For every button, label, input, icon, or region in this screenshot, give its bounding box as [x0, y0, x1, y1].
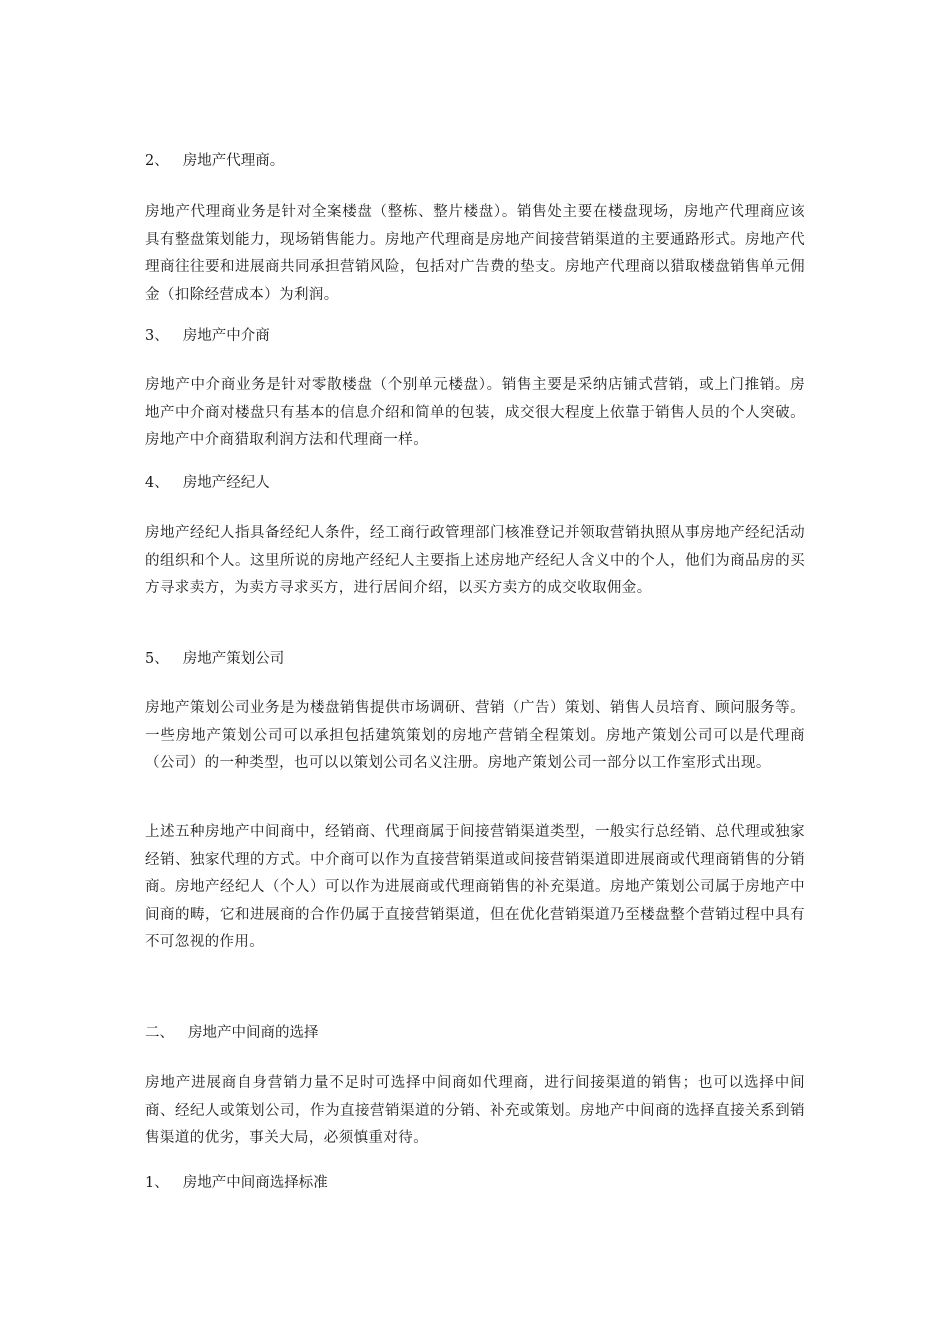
section-heading-5 [145, 648, 284, 670]
heading-title: 房地产中间商的选择 [188, 1025, 319, 1041]
heading-number: 2、 [145, 153, 169, 169]
heading-number: 5、 [145, 651, 169, 667]
section-heading-3 [145, 325, 270, 347]
heading-title: 房地产策划公司 [182, 651, 285, 667]
chapter-paragraph: 房地产进展商自身营销力量不足时可选择中间商如代理商，进行间接渠道的销售；也可以选择中间商、经纪人或策划公司，作为直接营销渠道的分销、补充或策划。房地产中间商的选择直接关系到销售渠道的优劣，事关大局，必须慎重对待。 [145, 1075, 805, 1146]
heading-number: 二、 [145, 1025, 174, 1041]
heading-title: 房地产中介商 [182, 328, 270, 344]
heading-number: 3、 [145, 328, 169, 344]
heading-number: 1、 [145, 1175, 169, 1191]
section-heading-4 [145, 472, 270, 494]
section-paragraph-2: 房地产代理商业务是针对全案楼盘（整栋、整片楼盘）。销售处主要在楼盘现场，房地产代理商应该具有整盘策划能力，现场销售能力。房地产代理商是房地产间接营销渠道的主要通路形式。房地产代理商往往要和进展商共同承担营销风险，包括对广告费的垫支。房地产代理商以猎取楼盘销售单元佣金（扣除经营成本）为利润。 [145, 204, 805, 303]
chapter-heading [145, 1022, 319, 1044]
section-paragraph-5: 房地产策划公司业务是为楼盘销售提供市场调研、营销（广告）策划、销售人员培育、顾问服务等。一些房地产策划公司可以承担包括建筑策划的房地产营销全程策划。房地产策划公司可以是代理商（公司）的一种类型，也可以以策划公司名义注册。房地产策划公司一部分以工作室形式出现。 [145, 700, 805, 771]
section-paragraph-3: 房地产中介商业务是针对零散楼盘（个别单元楼盘）。销售主要是采纳店铺式营销，或上门推销。房地产中介商对楼盘只有基本的信息介绍和简单的包装，成交很大程度上依靠于销售人员的个人突破。房地产中介商猎取利润方法和代理商一样。 [145, 377, 805, 448]
heading-title: 房地产代理商。 [182, 153, 285, 169]
heading-title: 房地产中间商选择标准 [182, 1175, 328, 1191]
heading-number: 4、 [145, 475, 169, 491]
section-heading-2 [145, 150, 284, 172]
heading-title: 房地产经纪人 [182, 475, 270, 491]
subsection-heading-1 [145, 1172, 328, 1194]
section-paragraph-4: 房地产经纪人指具备经纪人条件，经工商行政管理部门核准登记并领取营销执照从事房地产经纪活动的组织和个人。这里所说的房地产经纪人主要指上述房地产经纪人含义中的个人，他们为商品房的买方寻求卖方，为卖方寻求买方，进行居间介绍，以买方卖方的成交收取佣金。 [145, 525, 805, 596]
summary-paragraph: 上述五种房地产中间商中，经销商、代理商属于间接营销渠道类型，一般实行总经销、总代理或独家经销、独家代理的方式。中介商可以作为直接营销渠道或间接营销渠道即进展商或代理商销售的分销商。房地产经纪人（个人）可以作为进展商或代理商销售的补充渠道。房地产策划公司属于房地产中间商的畴，它和进展商的合作仍属于直接营销渠道，但在优化营销渠道乃至楼盘整个营销过程中具有不可忽视的作用。 [145, 824, 805, 950]
